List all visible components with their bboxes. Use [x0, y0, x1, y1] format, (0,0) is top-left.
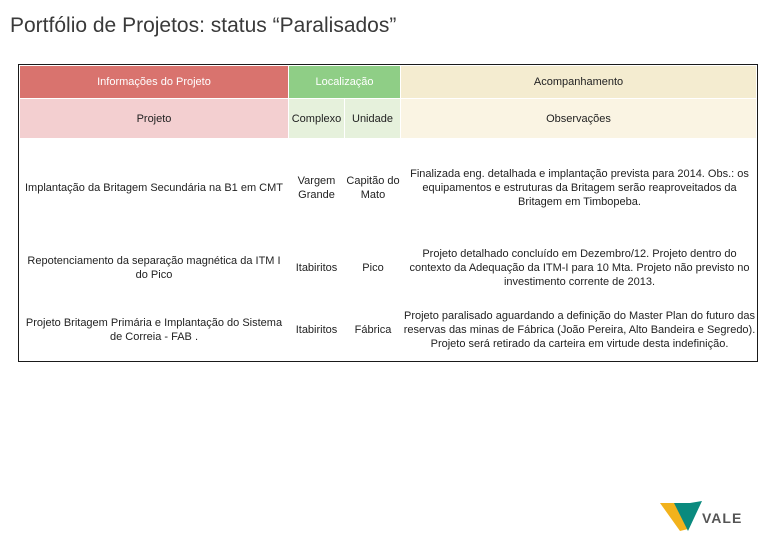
table-row-2-unit: Pico [362, 262, 384, 274]
table-row-2-project: Repotenciamento da separação magnética da ITM I do Pico [27, 255, 281, 281]
table-row-3-complex: Itabiritos [295, 324, 338, 336]
subheader-observations: Observações [401, 99, 756, 138]
table-row-2-observations: Projeto detalhado concluído em Dezembro/12. Projeto dentro do contexto da Adequação da ITM-I para 10 Mta. Projeto não previsto no investimento corrente de 2013. [409, 248, 750, 288]
header-follow-up: Acompanhamento [401, 66, 756, 98]
table-row-3-observations: Projeto paralisado aguardando a definição do Master Plan do futuro das reservas das minas de Fábrica (João Pereira, Alto Bandeira e Segredo). Projeto será retirado da carteira em virtude desta indefinição. [403, 310, 756, 350]
table-row-1-observations: Finalizada eng. detalhada e implantação prevista para 2014. Obs.: os equipamentos e estruturas da Britagem serão reaproveitados da Britagem em Timbopeba. [410, 168, 749, 208]
table-row-2-complex: Itabiritos [295, 262, 338, 274]
table-row-1-unit: Capitão do Mato [346, 175, 400, 201]
page-title: Portfólio de Projetos: status “Paralisados” [10, 14, 397, 37]
subheader-unit: Unidade [345, 99, 400, 138]
table-row-1-complex: Vargem Grande [297, 175, 336, 201]
table-row-3-unit: Fábrica [354, 324, 392, 336]
header-location: Localização [289, 66, 400, 98]
subheader-complex: Complexo [289, 99, 344, 138]
logo-text: VALE [702, 510, 743, 526]
table-row-1-project: Implantação da Britagem Secundária na B1 em CMT [24, 182, 284, 194]
subheader-project: Projeto [20, 99, 288, 138]
table-row-3-project: Projeto Britagem Primária e Implantação do Sistema de Correia - FAB . [25, 317, 283, 343]
header-project-info: Informações do Projeto [20, 66, 288, 98]
